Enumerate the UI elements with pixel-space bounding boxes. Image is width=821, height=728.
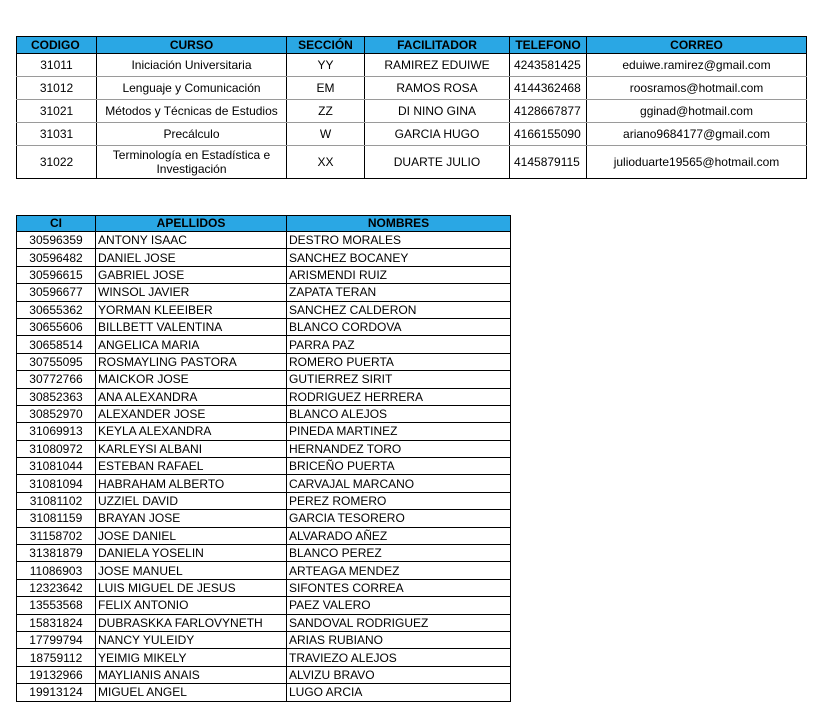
student-apellidos: KARLEYSI ALBANI [96,440,287,457]
student-nombres: SANCHEZ CALDERON [287,301,511,318]
student-ci: 30596359 [17,232,96,249]
course-curso: Lenguaje y Comunicación [97,77,287,100]
student-apellidos: MAYLIANIS ANAIS [96,666,287,683]
student-ci: 30772766 [17,371,96,388]
course-seccion: W [287,123,365,146]
student-apellidos: ANTONY ISAAC [96,232,287,249]
student-nombres: PINEDA MARTINEZ [287,423,511,440]
course-curso: Iniciación Universitaria [97,54,287,77]
student-row [17,266,511,283]
course-codigo: 31021 [17,100,97,123]
student-nombres: PAEZ VALERO [287,597,511,614]
courses-table [16,36,807,179]
course-correo: julioduarte19565@hotmail.com [587,146,807,179]
header-curso: CURSO [97,37,287,54]
student-ci: 30655362 [17,301,96,318]
student-nombres: HERNANDEZ TORO [287,440,511,457]
student-apellidos: UZZIEL DAVID [96,492,287,509]
student-nombres: ALVARADO AÑEZ [287,527,511,544]
course-seccion: YY [287,54,365,77]
course-codigo: 31011 [17,54,97,77]
student-apellidos: HABRAHAM ALBERTO [96,475,287,492]
students-table [16,215,511,702]
student-nombres: TRAVIEZO ALEJOS [287,649,511,666]
student-row [17,249,511,266]
student-row [17,284,511,301]
student-apellidos: ESTEBAN RAFAEL [96,458,287,475]
student-nombres: DESTRO MORALES [287,232,511,249]
student-ci: 31069913 [17,423,96,440]
course-seccion: ZZ [287,100,365,123]
student-row [17,336,511,353]
student-nombres: ARTEAGA MENDEZ [287,562,511,579]
student-row [17,423,511,440]
student-row [17,301,511,318]
student-apellidos: DANIELA YOSELIN [96,545,287,562]
student-nombres: ROMERO PUERTA [287,353,511,370]
student-row [17,318,511,335]
student-ci: 30755095 [17,353,96,370]
student-ci: 30596482 [17,249,96,266]
student-nombres: BRICEÑO PUERTA [287,458,511,475]
student-nombres: BLANCO ALEJOS [287,405,511,422]
student-apellidos: JOSE DANIEL [96,527,287,544]
student-apellidos: YEIMIG MIKELY [96,649,287,666]
header-nombres: NOMBRES [287,216,511,232]
student-row [17,562,511,579]
student-apellidos: FELIX ANTONIO [96,597,287,614]
course-curso: Métodos y Técnicas de Estudios [97,100,287,123]
student-row [17,527,511,544]
student-apellidos: ROSMAYLING PASTORA [96,353,287,370]
student-ci: 13553568 [17,597,96,614]
student-apellidos: ANA ALEXANDRA [96,388,287,405]
student-nombres: ZAPATA TERAN [287,284,511,301]
student-apellidos: MIGUEL ANGEL [96,684,287,701]
student-nombres: CARVAJAL MARCANO [287,475,511,492]
student-ci: 31081044 [17,458,96,475]
header-correo: CORREO [587,37,807,54]
student-row [17,649,511,666]
student-row [17,458,511,475]
course-correo: eduiwe.ramirez@gmail.com [587,54,807,77]
student-apellidos: ALEXANDER JOSE [96,405,287,422]
student-apellidos: BRAYAN JOSE [96,510,287,527]
course-correo: roosramos@hotmail.com [587,77,807,100]
student-apellidos: BILLBETT VALENTINA [96,318,287,335]
student-row [17,353,511,370]
students-body [17,232,511,702]
student-ci: 30655606 [17,318,96,335]
course-row [17,77,807,100]
student-nombres: ARIAS RUBIANO [287,631,511,648]
course-telefono: 4145879115 [510,146,587,179]
student-row [17,440,511,457]
header-seccion: SECCIÓN [287,37,365,54]
student-ci: 19132966 [17,666,96,683]
course-codigo: 31012 [17,77,97,100]
student-apellidos: WINSOL JAVIER [96,284,287,301]
students-header-row [17,216,511,232]
student-nombres: ARISMENDI RUIZ [287,266,511,283]
student-row [17,371,511,388]
student-ci: 15831824 [17,614,96,631]
student-nombres: SIFONTES CORREA [287,579,511,596]
student-row [17,475,511,492]
student-ci: 31158702 [17,527,96,544]
student-ci: 31081102 [17,492,96,509]
student-ci: 31080972 [17,440,96,457]
student-row [17,388,511,405]
course-row [17,54,807,77]
student-ci: 30596615 [17,266,96,283]
student-ci: 18759112 [17,649,96,666]
student-apellidos: DUBRASKKA FARLOVYNETH [96,614,287,631]
course-facilitador: GARCIA HUGO [365,123,510,146]
student-ci: 19913124 [17,684,96,701]
course-curso: Terminología en Estadística e Investigación [97,146,287,179]
course-correo: ariano9684177@gmail.com [587,123,807,146]
student-row [17,405,511,422]
student-row [17,631,511,648]
student-row [17,597,511,614]
student-row [17,579,511,596]
student-nombres: ALVIZU BRAVO [287,666,511,683]
course-row [17,123,807,146]
student-nombres: BLANCO PEREZ [287,545,511,562]
student-ci: 30852970 [17,405,96,422]
student-ci: 30658514 [17,336,96,353]
student-row [17,510,511,527]
course-facilitador: RAMOS ROSA [365,77,510,100]
student-row [17,666,511,683]
student-row [17,545,511,562]
course-correo: gginad@hotmail.com [587,100,807,123]
student-apellidos: DANIEL JOSE [96,249,287,266]
student-ci: 11086903 [17,562,96,579]
courses-header-row [17,37,807,54]
student-ci: 12323642 [17,579,96,596]
course-telefono: 4243581425 [510,54,587,77]
student-nombres: PARRA PAZ [287,336,511,353]
student-nombres: RODRIGUEZ HERRERA [287,388,511,405]
header-apellidos: APELLIDOS [96,216,287,232]
course-curso: Precálculo [97,123,287,146]
student-apellidos: MAICKOR JOSE [96,371,287,388]
student-nombres: SANCHEZ BOCANEY [287,249,511,266]
course-telefono: 4144362468 [510,77,587,100]
course-facilitador: RAMIREZ EDUIWE [365,54,510,77]
header-ci: CI [17,216,96,232]
student-apellidos: KEYLA ALEXANDRA [96,423,287,440]
student-nombres: SANDOVAL RODRIGUEZ [287,614,511,631]
course-row [17,100,807,123]
header-facilitador: FACILITADOR [365,37,510,54]
student-apellidos: YORMAN KLEEIBER [96,301,287,318]
student-apellidos: JOSE MANUEL [96,562,287,579]
student-ci: 17799794 [17,631,96,648]
header-codigo: CODIGO [17,37,97,54]
student-ci: 31081094 [17,475,96,492]
header-telefono: TELEFONO [510,37,587,54]
student-nombres: LUGO ARCIA [287,684,511,701]
student-apellidos: GABRIEL JOSE [96,266,287,283]
course-codigo: 31031 [17,123,97,146]
student-ci: 31081159 [17,510,96,527]
student-row [17,614,511,631]
course-telefono: 4128667877 [510,100,587,123]
course-row [17,146,807,179]
student-ci: 30596677 [17,284,96,301]
course-seccion: XX [287,146,365,179]
student-row [17,492,511,509]
student-ci: 31381879 [17,545,96,562]
course-seccion: EM [287,77,365,100]
course-facilitador: DI NINO GINA [365,100,510,123]
student-row [17,232,511,249]
student-ci: 30852363 [17,388,96,405]
course-facilitador: DUARTE JULIO [365,146,510,179]
student-apellidos: NANCY YULEIDY [96,631,287,648]
student-nombres: GARCIA TESORERO [287,510,511,527]
student-apellidos: ANGELICA MARIA [96,336,287,353]
student-apellidos: LUIS MIGUEL DE JESUS [96,579,287,596]
course-codigo: 31022 [17,146,97,179]
course-telefono: 4166155090 [510,123,587,146]
student-row [17,684,511,701]
student-nombres: GUTIERREZ SIRIT [287,371,511,388]
student-nombres: PEREZ ROMERO [287,492,511,509]
student-nombres: BLANCO CORDOVA [287,318,511,335]
